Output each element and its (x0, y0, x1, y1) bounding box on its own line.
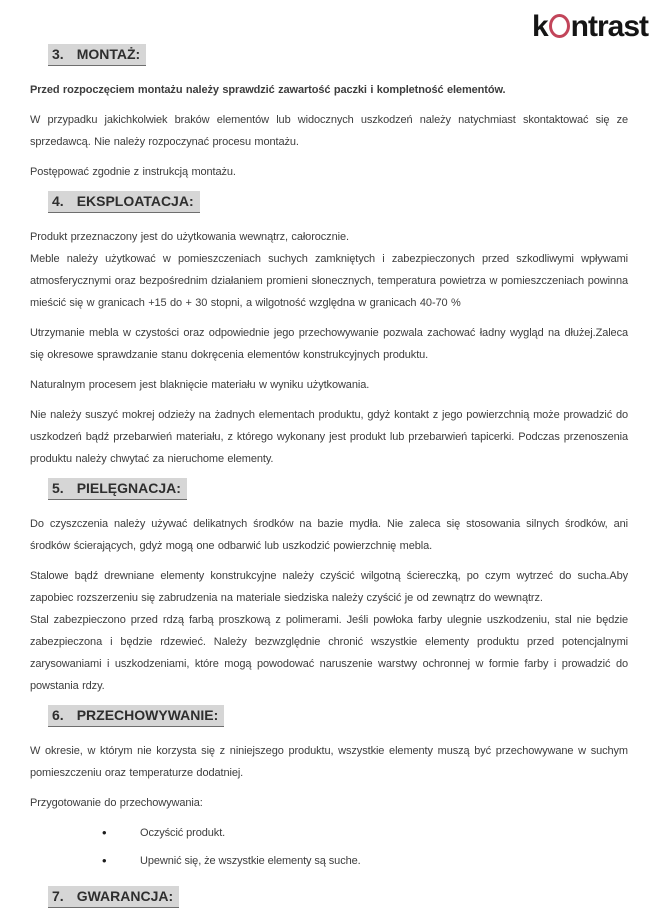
section-heading-gwarancja (48, 886, 628, 908)
brand-logo (532, 10, 648, 44)
section-heading-pielegnacja (48, 478, 628, 500)
heading-highlight (48, 191, 200, 213)
heading-highlight (48, 44, 146, 66)
storage-checklist (102, 822, 628, 872)
heading-title: PIELĘGNACJA: (76, 480, 181, 496)
section-heading-przechowywanie (48, 705, 628, 727)
bullet-icon: • (102, 825, 107, 840)
logo-o-ring (549, 14, 570, 38)
paragraph: Postępować zgodnie z instrukcją montażu. (30, 166, 236, 178)
heading-number: 3. (52, 46, 64, 62)
heading-number: 7. (52, 888, 64, 904)
heading-highlight (48, 478, 187, 500)
paragraph: W przypadku jakichkolwiek braków elementów lub widocznych uszkodzeń należy natychmiast skontaktować się ze sprzedawcą. Nie należy rozpoczynać procesu montażu. (30, 114, 628, 148)
paragraph: Utrzymanie mebla w czystości oraz odpowiednie jego przechowywanie pozwala zachować ładny wygląd na dłużej.Zaleca się okresowe sprawdzanie stanu dokręcenia elementów konstrukcyjnych produktu. (30, 327, 628, 361)
heading-title: MONTAŻ: (76, 46, 141, 62)
heading-number: 4. (52, 193, 64, 209)
list-item (102, 822, 628, 844)
paragraph: Produkt przeznaczony jest do użytkowania wewnątrz, całorocznie. (30, 231, 349, 243)
logo-text-before: k (531, 10, 548, 43)
bullet-icon: • (102, 853, 107, 868)
paragraph: W okresie, w którym nie korzysta się z niniejszego produktu, wszystkie elementy muszą być przechowywane w suchym pomieszczeniu oraz temperaturze dodatniej. (30, 745, 628, 779)
section-heading-eksploatacja (48, 191, 628, 213)
list-item-text: Oczyścić produkt. (140, 827, 226, 839)
paragraph: Stal zabezpieczono przed rdzą farbą proszkową z polimerami. Jeśli powłoka farby ulegnie uszkodzeniu, stal nie będzie zabezpieczona i będzie rdzewieć. Należy bezwzględnie chronić wszystkie elementy produktu przed potencjalnymi zarysowaniami i uszkodzeniami, które mogą powodować naruszenie warstwy ochronnej w formie farby i prowadzić do powstania rdzy. (30, 614, 628, 692)
paragraph: Do czyszczenia należy używać delikatnych środków na bazie mydła. Nie zaleca się stosowania silnych środków, ani środków ścierających, gdyż mogą one odbarwić lub uszkodzić powierzchnię mebla. (30, 518, 628, 552)
list-item (102, 850, 628, 872)
heading-title: GWARANCJA: (76, 888, 174, 904)
paragraph: Przygotowanie do przechowywania: (30, 797, 203, 809)
paragraph: Nie należy suszyć mokrej odzieży na żadnych elementach produktu, gdyż kontakt z jego powierzchnią może prowadzić do uszkodzeń bądź przebarwień materiału, z którego wykonany jest produkt lub przebarwień tapicerki. Podczas przenoszenia produktu należy chwytać za nieruchome elementy. (30, 409, 628, 465)
paragraph: Przed rozpoczęciem montażu należy sprawdzić zawartość paczki i kompletność elementów. (30, 84, 506, 96)
heading-number: 5. (52, 480, 64, 496)
heading-title: EKSPLOATACJA: (76, 193, 194, 209)
paragraph: Meble należy użytkować w pomieszczeniach suchych zamkniętych i zabezpieczonych przed szkodliwymi wpływami atmosferycznymi oraz bezpośrednim działaniem promieni słonecznych, temperatura powietrza w pomieszczeniach powinna mieścić się w granicach +15 do + 30 stopni, a wilgotność względna w granicach 40-70 % (30, 253, 628, 309)
paragraph: Naturalnym procesem jest blaknięcie materiału w wyniku użytkowania. (30, 379, 370, 391)
list-item-text: Upewnić się, że wszystkie elementy są suche. (140, 855, 361, 867)
heading-number: 6. (52, 707, 64, 723)
heading-highlight (48, 886, 179, 908)
logo-text-after: ntrast (570, 10, 648, 43)
heading-title: PRZECHOWYWANIE: (76, 707, 219, 723)
section-heading-montaz (48, 44, 628, 66)
paragraph: Stalowe bądź drewniane elementy konstrukcyjne należy czyścić wilgotną ściereczką, po czym wytrzeć do sucha.Aby zapobiec rozszerzeniu się zabrudzenia na materiale siedziska należy czyścić je od zewnątrz do wewnątrz. (30, 570, 628, 604)
heading-highlight (48, 705, 224, 727)
